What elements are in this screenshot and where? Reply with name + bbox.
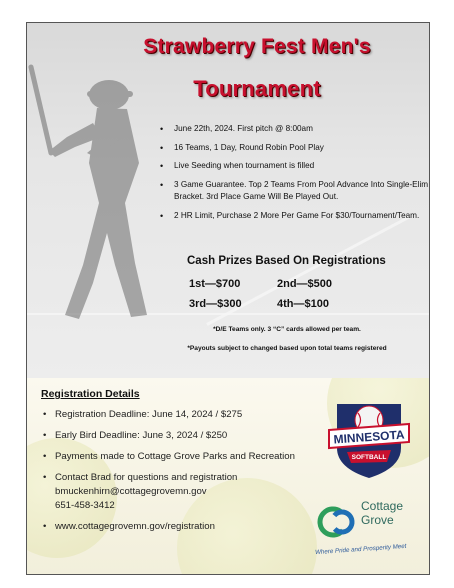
detail-date: • June 22th, 2024. First pitch @ 8:00am — [160, 123, 430, 136]
minnesota-softball-logo — [327, 396, 411, 480]
tournament-details — [160, 123, 430, 228]
registration-section — [27, 378, 430, 575]
cottage-text: Cottage — [361, 499, 404, 513]
teams-note: *D/E Teams only. 3 “C” cards allowed per team. — [213, 326, 361, 333]
top-section — [27, 23, 430, 378]
registration-title: Registration Details — [41, 388, 140, 400]
detail-seeding: • Live Seeding when tournament is filled — [160, 160, 430, 173]
minnesota-text: MINNESOTA — [333, 427, 406, 447]
registration-link[interactable]: • www.cottagegrovemn.gov/registration — [41, 520, 331, 533]
flyer — [26, 22, 430, 575]
payment-info: • Payments made to Cottage Grove Parks and Recreation — [41, 450, 331, 463]
detail-hr-limit: • 2 HR Limit, Purchase 2 More Per Game For $30/Tournament/Team. — [160, 210, 430, 223]
cash-prizes-heading: Cash Prizes Based On Registrations — [187, 255, 386, 267]
contact-email[interactable]: bmuckenhirn@cottagegrovemn.gov — [55, 486, 207, 497]
softball-text: SOFTBALL — [351, 454, 387, 461]
contact-phone[interactable]: 651-458-3412 — [55, 500, 115, 511]
detail-format: • 16 Teams, 1 Day, Round Robin Pool Play — [160, 142, 430, 155]
early-bird-deadline: • Early Bird Deadline: June 3, 2024 / $250 — [41, 429, 331, 442]
registration-list — [41, 408, 331, 541]
prize-4th: 4th—$100 — [277, 298, 329, 310]
cottage-grove-tagline: Where Pride and Prosperity Meet — [314, 542, 407, 557]
prize-1st: 1st—$700 — [189, 278, 241, 290]
grove-text: Grove — [361, 513, 394, 527]
prize-2nd: 2nd—$500 — [277, 278, 333, 290]
prize-3rd: 3rd—$300 — [189, 298, 242, 310]
detail-guarantee: • 3 Game Guarantee. Top 2 Teams From Pool Advance Into Single-Elim Bracket. 3rd Place Game Will Be Played Out. — [160, 179, 430, 204]
payouts-note: *Payouts subject to changed based upon total teams registered — [187, 345, 387, 352]
title-line-2: Tournament — [193, 76, 321, 101]
contact-info: • Contact Brad for questions and registration — [41, 471, 331, 484]
title-line-1: Strawberry Fest Men's — [143, 35, 371, 58]
registration-deadline: • Registration Deadline: June 14, 2024 / $275 — [41, 408, 331, 421]
